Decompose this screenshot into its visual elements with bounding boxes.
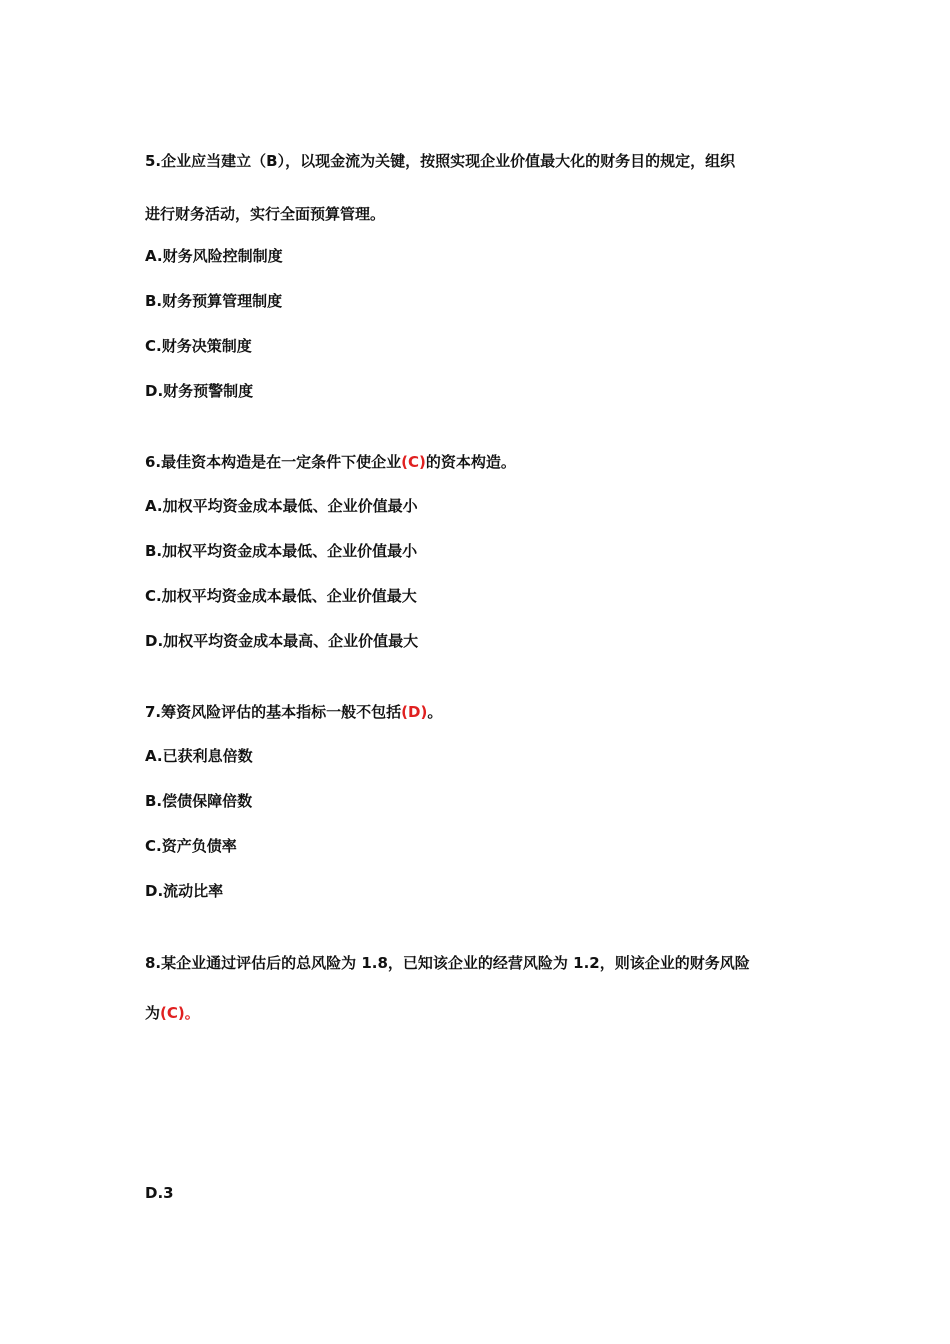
question-6-stem-suffix: 的资本构造。 [425, 453, 516, 471]
question-6-option-c: C.加权平均资金成本最低、企业价值最大 [145, 587, 417, 605]
question-5-line-1: 5.企业应当建立（B），以现金流为关键，按照实现企业价值最大化的财务目的规定，组织 [145, 152, 736, 170]
question-5-option-d: D.财务预警制度 [145, 382, 254, 400]
question-7-option-c: C.资产负债率 [145, 837, 237, 855]
question-7-option-b: B.偿债保障倍数 [145, 792, 253, 810]
question-7-option-a: A.已获利息倍数 [145, 747, 253, 765]
question-8-option-d: D.3 [145, 1184, 174, 1202]
question-7-answer: (D) [401, 703, 428, 721]
question-7-option-d: D.流动比率 [145, 882, 224, 900]
question-6-option-d: D.加权平均资金成本最高、企业价值最大 [145, 632, 419, 650]
question-5-line-2: 进行财务活动，实行全面预算管理。 [145, 205, 386, 223]
question-8-line-2 [145, 1003, 200, 1023]
question-7-stem [145, 702, 442, 722]
question-6-answer: (C) [401, 453, 426, 471]
question-6-stem [145, 452, 516, 472]
question-5-option-c: C.财务决策制度 [145, 337, 252, 355]
question-5-option-a: A.财务风险控制制度 [145, 247, 283, 265]
question-6-option-a: A.加权平均资金成本最低、企业价值最小 [145, 497, 418, 515]
question-8-line-1: 8.某企业通过评估后的总风险为 1.8，已知该企业的经营风险为 1.2，则该企业的财务风险 [145, 954, 750, 972]
question-8-line-2-prefix: 为 [145, 1004, 161, 1022]
question-6-stem-prefix: 6.最佳资本构造是在一定条件下使企业 [145, 453, 402, 471]
question-8-line-2-suffix: 。 [184, 1004, 200, 1022]
question-7-stem-suffix: 。 [427, 703, 443, 721]
question-8-answer: (C) [160, 1004, 185, 1022]
question-6-option-b: B.加权平均资金成本最低、企业价值最小 [145, 542, 418, 560]
question-7-stem-prefix: 7.筹资风险评估的基本指标一般不包括 [145, 703, 402, 721]
question-5-option-b: B.财务预算管理制度 [145, 292, 283, 310]
